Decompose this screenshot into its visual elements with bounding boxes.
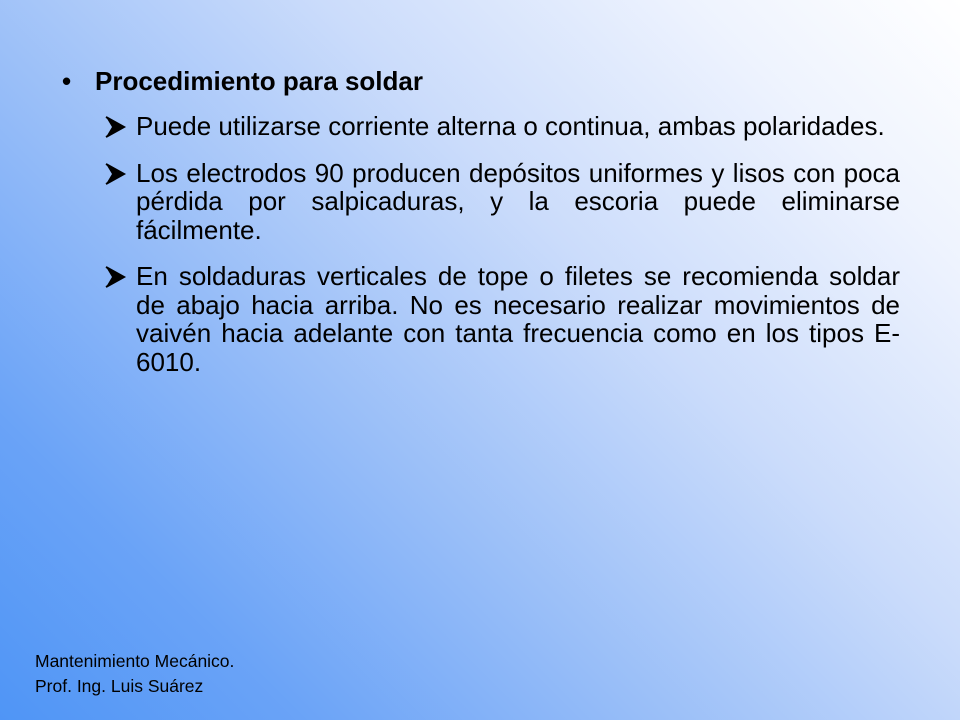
sub-bullet-item xyxy=(104,262,900,376)
slide-heading: Procedimiento para soldar xyxy=(95,66,423,96)
arrow-bullet-icon xyxy=(104,162,128,186)
sub-bullet-item xyxy=(104,159,900,245)
sub-bullet-text: Los electrodos 90 producen depósitos uniformes y lisos con poca pérdida por salpicaduras, y la escoria puede eliminarse fácilmente. xyxy=(136,157,900,245)
bullet-dot-icon: • xyxy=(62,66,72,96)
sub-bullet-text: Puede utilizarse corriente alterna o continua, ambas polaridades. xyxy=(136,111,885,141)
footer-author: Prof. Ing. Luis Suárez xyxy=(35,675,204,696)
sub-bullet-item xyxy=(104,112,900,141)
sub-bullet-list xyxy=(104,112,900,394)
arrow-bullet-icon xyxy=(104,115,128,139)
footer-course: Mantenimiento Mecánico. xyxy=(35,651,235,671)
footer-credits xyxy=(35,649,234,698)
arrow-bullet-icon xyxy=(104,265,128,289)
sub-bullet-text: En soldaduras verticales de tope o filetes se recomienda soldar de abajo hacia arriba. No es necesario realizar movimientos de vaivén hacia adelante con tanta frecuencia como en los tipos E-6010. xyxy=(136,261,900,377)
